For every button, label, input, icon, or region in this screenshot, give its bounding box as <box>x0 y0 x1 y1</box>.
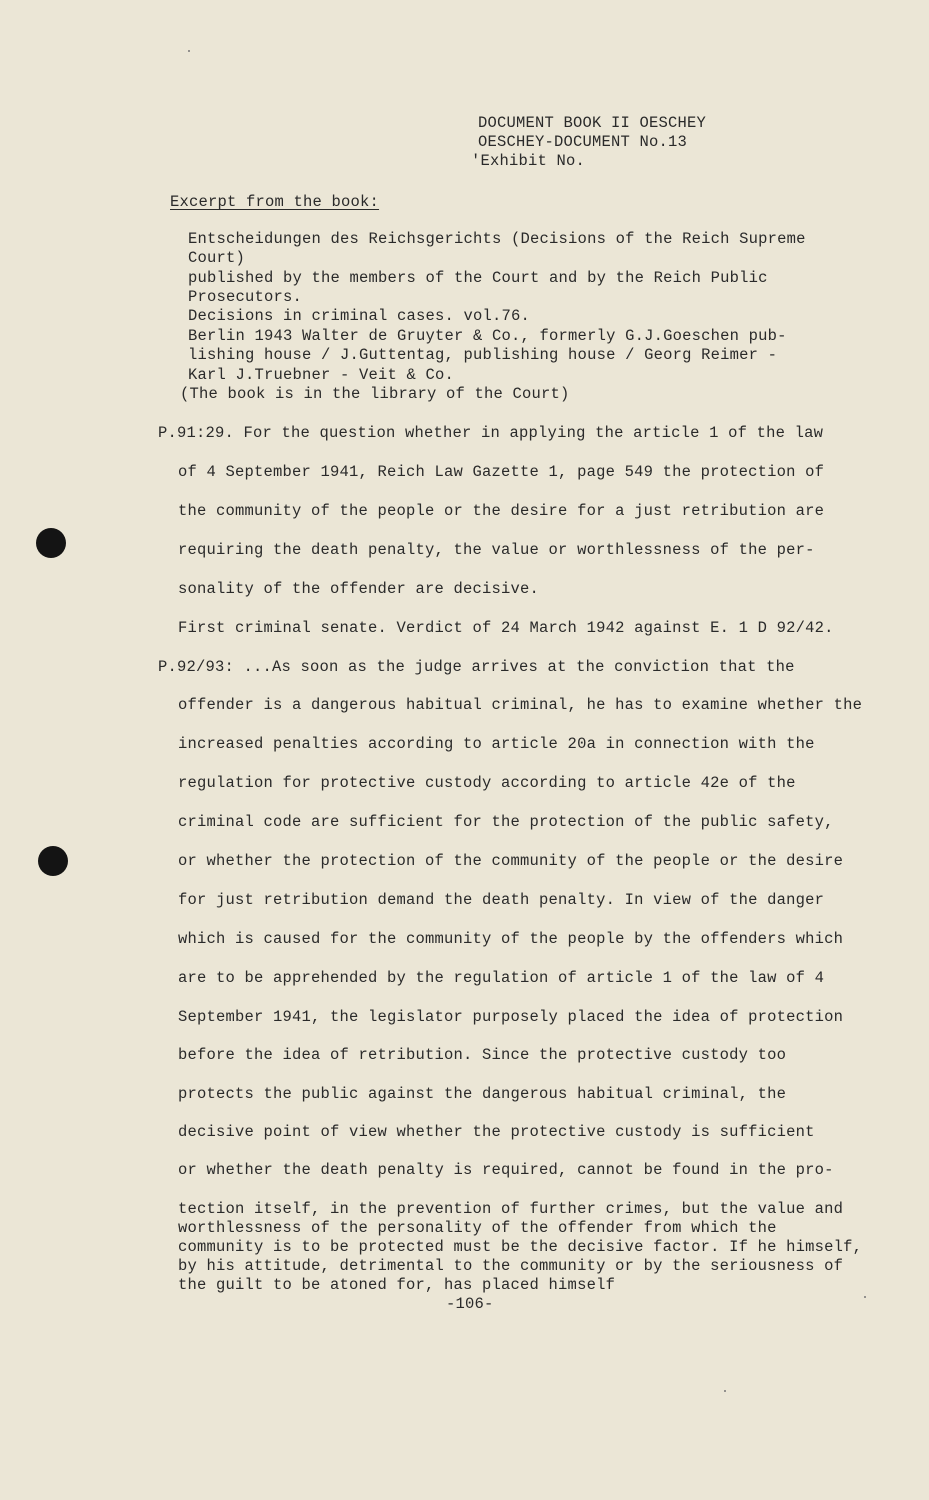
body-line: criminal code are sufficient for the protection of the public safety, <box>178 813 834 831</box>
body-line: September 1941, the legislator purposely placed the idea of protection <box>178 1008 844 1026</box>
citation-line: lishing house / J.Guttentag, publishing house / Georg Reimer - <box>188 346 778 364</box>
body-line: of 4 September 1941, Reich Law Gazette 1, page 549 the protection of <box>178 463 825 481</box>
citation-line: Karl J.Truebner - Veit & Co. <box>188 366 455 384</box>
paper-speck <box>724 1390 726 1392</box>
citation-line: Prosecutors. <box>188 288 303 306</box>
tail-line: tection itself, in the prevention of further crimes, but the value and <box>178 1200 844 1218</box>
excerpt-heading: Excerpt from the book: <box>170 193 380 211</box>
body-line: or whether the protection of the community of the people or the desire <box>178 852 844 870</box>
tail-line: community is to be protected must be the decisive factor. If he himself, <box>178 1238 863 1256</box>
paper-speck <box>864 1296 866 1298</box>
body-line: the community of the people or the desire for a just retribution are <box>178 502 825 520</box>
tail-line: by his attitude, detrimental to the community or by the seriousness of <box>178 1257 844 1275</box>
body-line: P.92/93: ...As soon as the judge arrives at the conviction that the <box>158 658 795 676</box>
body-line: requiring the death penalty, the value or worthlessness of the per- <box>178 541 815 559</box>
body-line: before the idea of retribution. Since the protective custody too <box>178 1046 787 1064</box>
document-book-label: DOCUMENT BOOK II OESCHEY <box>478 114 707 132</box>
body-line: protects the public against the dangerous habitual criminal, the <box>178 1085 787 1103</box>
body-line: for just retribution demand the death penalty. In view of the danger <box>178 891 825 909</box>
body-line: regulation for protective custody according to article 42e of the <box>178 774 796 792</box>
exhibit-number: 'Exhibit No. <box>471 152 586 170</box>
body-line: sonality of the offender are decisive. <box>178 580 540 598</box>
citation-line: (The book is in the library of the Court) <box>180 385 570 403</box>
citation-line: Berlin 1943 Walter de Gruyter & Co., formerly G.J.Goeschen pub- <box>188 327 787 345</box>
body-line: offender is a dangerous habitual criminal, he has to examine whether the <box>178 696 863 714</box>
document-number: OESCHEY-DOCUMENT No.13 <box>478 133 688 151</box>
tail-line: worthlessness of the personality of the offender from which the <box>178 1219 777 1237</box>
body-line: increased penalties according to article 20a in connection with the <box>178 735 815 753</box>
tail-line: the guilt to be atoned for, has placed himself <box>178 1276 616 1294</box>
citation-line: Entscheidungen des Reichsgerichts (Decisions of the Reich Supreme <box>188 230 806 248</box>
punch-hole-top <box>36 528 66 558</box>
body-line: which is caused for the community of the people by the offenders which <box>178 930 844 948</box>
body-line: First criminal senate. Verdict of 24 March 1942 against E. 1 D 92/42. <box>178 619 834 637</box>
body-line: P.91:29. For the question whether in applying the article 1 of the law <box>158 424 824 442</box>
body-line: are to be apprehended by the regulation of article 1 of the law of 4 <box>178 969 825 987</box>
body-line: decisive point of view whether the protective custody is sufficient <box>178 1123 815 1141</box>
citation-line: published by the members of the Court and by the Reich Public <box>188 269 768 287</box>
citation-line: Decisions in criminal cases. vol.76. <box>188 307 531 325</box>
punch-hole-bottom <box>38 846 68 876</box>
body-line: or whether the death penalty is required, cannot be found in the pro- <box>178 1161 834 1179</box>
paper-speck <box>188 50 190 52</box>
citation-line: Court) <box>188 249 246 267</box>
page-number: -106- <box>446 1295 494 1313</box>
